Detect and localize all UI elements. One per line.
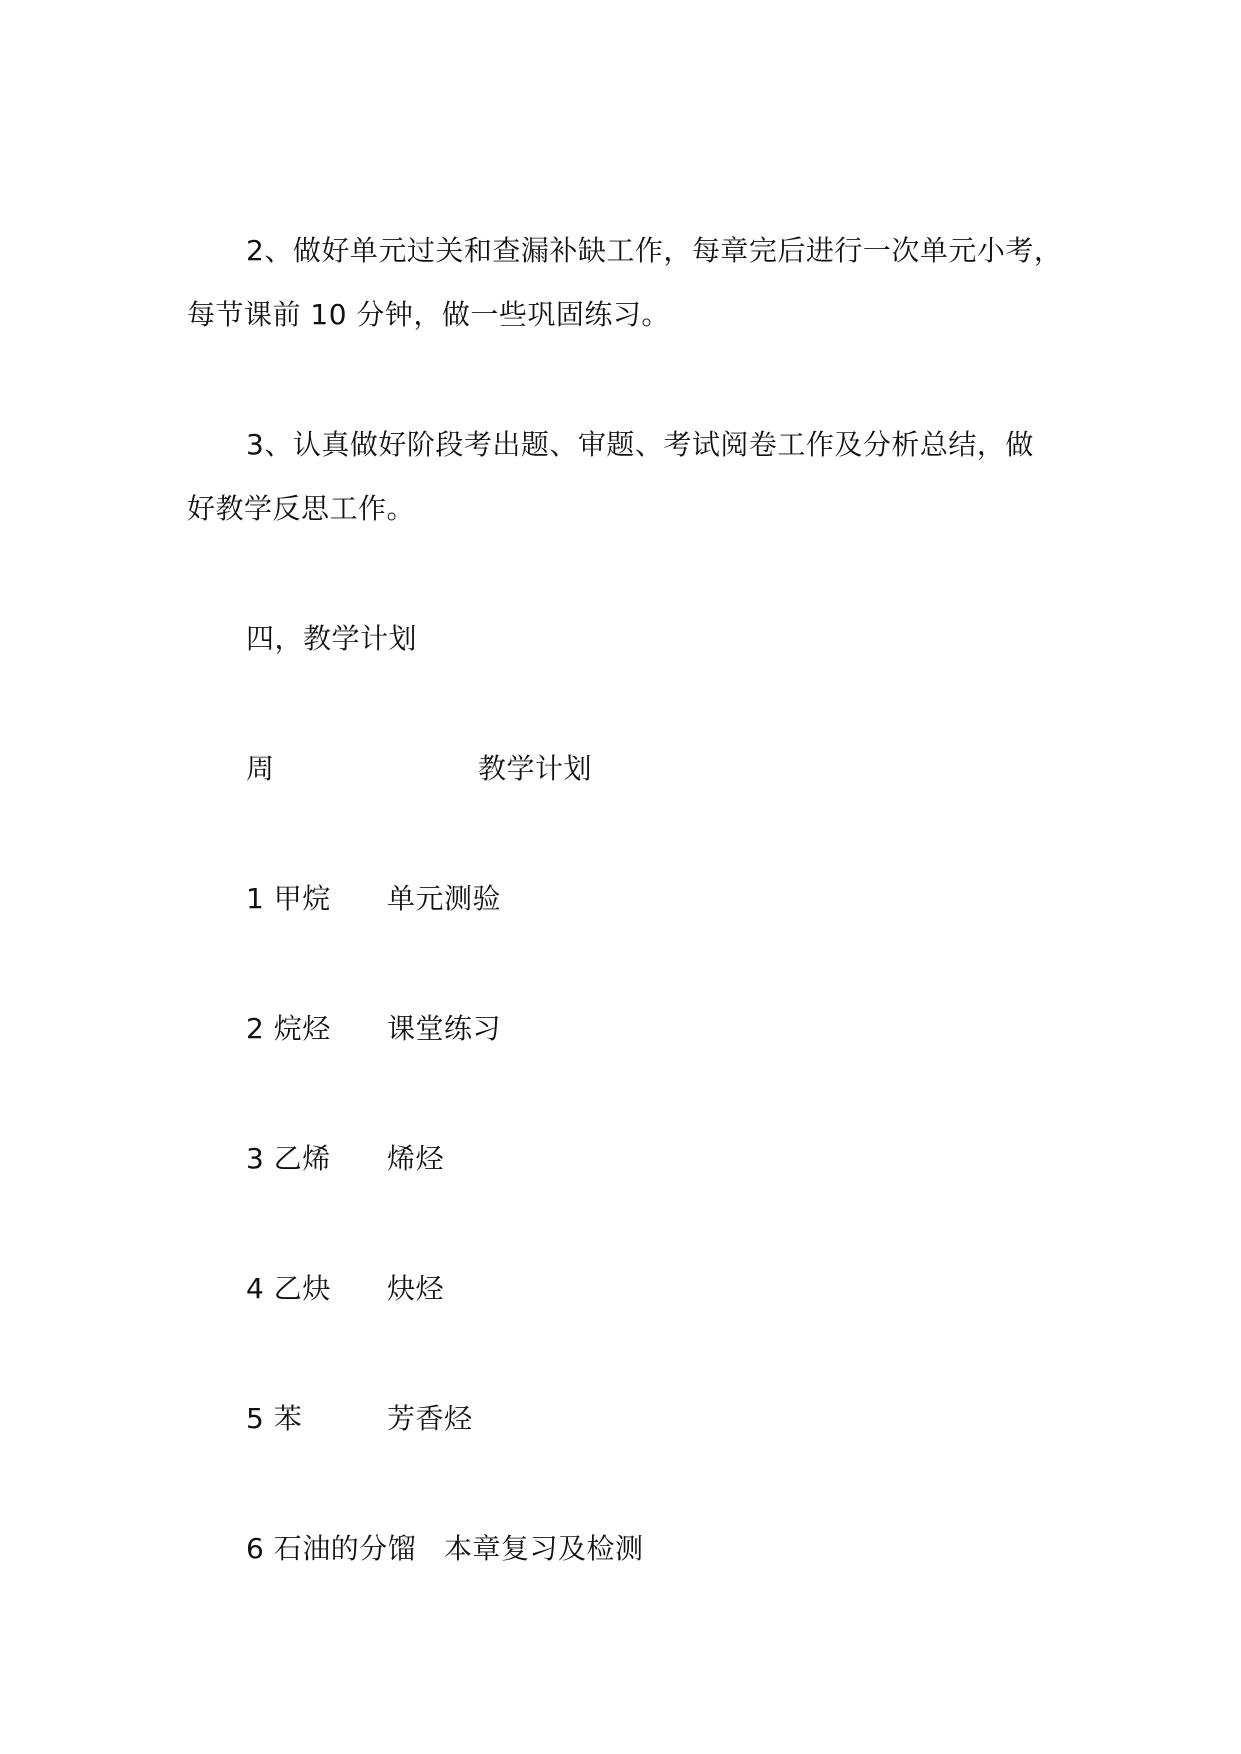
paragraph-3-line-2: 好教学反思工作。	[187, 492, 416, 525]
table-row-week: 6 石油的分馏	[246, 1532, 417, 1565]
table-row-week: 2 烷烃	[246, 1012, 331, 1045]
table-row-plan: 单元测验	[387, 882, 502, 915]
table-row-plan: 课堂练习	[387, 1012, 502, 1045]
section-heading: 四，教学计划	[246, 622, 418, 655]
table-row-plan: 炔烃	[387, 1272, 445, 1305]
table-row-week: 4 乙炔	[246, 1272, 331, 1305]
paragraph-3-line-1: 3、认真做好阶段考出题、审题、考试阅卷工作及分析总结，做	[246, 428, 1034, 461]
table-row-plan: 烯烃	[387, 1142, 445, 1175]
table-row-week: 5 苯	[246, 1402, 303, 1435]
paragraph-2-line-1: 2、做好单元过关和查漏补缺工作，每章完后进行一次单元小考，	[246, 234, 1063, 267]
table-row-week: 3 乙烯	[246, 1142, 331, 1175]
table-row-plan: 芳香烃	[387, 1402, 473, 1435]
paragraph-2-line-2: 每节课前 10 分钟，做一些巩固练习。	[187, 298, 670, 331]
table-row-plan: 本章复习及检测	[444, 1532, 644, 1565]
table-header-week: 周	[246, 752, 275, 785]
table-header-plan: 教学计划	[478, 752, 593, 785]
table-row-week: 1 甲烷	[246, 882, 331, 915]
